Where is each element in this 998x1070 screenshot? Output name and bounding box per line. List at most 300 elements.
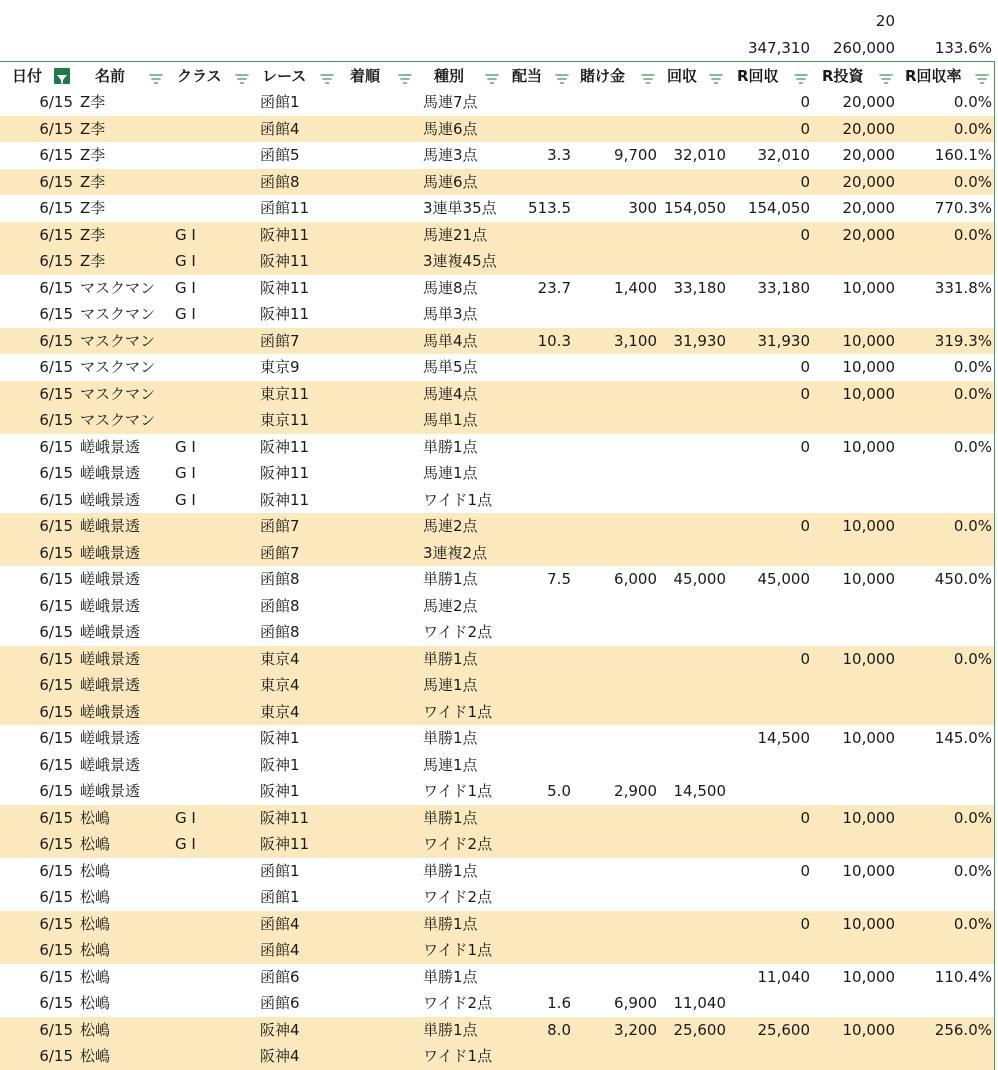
cell-payout[interactable]: [508, 169, 571, 196]
cell-rinv[interactable]: [815, 619, 895, 646]
cell-type[interactable]: 3連複45点: [423, 252, 497, 270]
cell-ret[interactable]: [662, 725, 726, 752]
cell-rrate[interactable]: 770.3%: [934, 199, 992, 217]
cell-payout[interactable]: [508, 646, 571, 673]
cell-rank[interactable]: [345, 619, 417, 646]
cell-rret[interactable]: [730, 778, 810, 805]
cell-ret[interactable]: [662, 699, 726, 726]
column-header-r-inv[interactable]: [815, 62, 900, 90]
cell-bet[interactable]: [576, 301, 657, 328]
cell-rret[interactable]: [730, 990, 810, 1017]
cell-class[interactable]: G I: [175, 808, 196, 827]
cell-name[interactable]: 松嶋: [80, 861, 111, 880]
cell-payout[interactable]: 513.5: [528, 199, 571, 217]
cell-date[interactable]: 6/15: [39, 861, 73, 880]
cell-payout[interactable]: [508, 116, 571, 143]
cell-class[interactable]: [175, 381, 253, 408]
cell-bet[interactable]: [576, 858, 657, 885]
cell-rinv[interactable]: [815, 831, 895, 858]
cell-date[interactable]: 6/15: [39, 570, 73, 588]
cell-payout[interactable]: 3.3: [547, 146, 571, 164]
cell-class[interactable]: [175, 593, 253, 620]
cell-rinv[interactable]: 10,000: [842, 437, 895, 456]
column-header-type[interactable]: [420, 62, 508, 90]
cell-rank[interactable]: [345, 487, 417, 514]
column-header-race[interactable]: [255, 62, 343, 90]
cell-name[interactable]: 松嶋: [80, 994, 111, 1012]
cell-date[interactable]: 6/15: [39, 384, 73, 403]
cell-race[interactable]: 函館6: [260, 994, 300, 1012]
filter-icon[interactable]: [974, 68, 990, 84]
cell-name[interactable]: Z李: [80, 146, 106, 164]
cell-rank[interactable]: [345, 301, 417, 328]
cell-rrate[interactable]: [900, 831, 992, 858]
cell-bet[interactable]: [576, 699, 657, 726]
cell-bet[interactable]: [576, 89, 657, 116]
cell-date[interactable]: 6/15: [39, 967, 73, 986]
cell-bet[interactable]: [576, 619, 657, 646]
cell-name[interactable]: 嵯峨景透: [80, 649, 141, 668]
cell-rret[interactable]: 0: [800, 93, 810, 111]
cell-payout[interactable]: 10.3: [537, 331, 571, 350]
cell-ret[interactable]: 154,050: [663, 199, 726, 217]
cell-class[interactable]: [175, 142, 253, 169]
cell-rinv[interactable]: [815, 487, 895, 514]
cell-bet[interactable]: [576, 964, 657, 991]
cell-ret[interactable]: [662, 911, 726, 938]
cell-name[interactable]: 嵯峨景透: [80, 676, 141, 694]
cell-rinv[interactable]: [815, 937, 895, 964]
cell-rinv[interactable]: [815, 699, 895, 726]
column-header-name[interactable]: [75, 62, 170, 90]
cell-date[interactable]: 6/15: [39, 305, 73, 323]
cell-class[interactable]: [175, 116, 253, 143]
cell-race[interactable]: 函館8: [260, 570, 300, 588]
cell-class[interactable]: [175, 884, 253, 911]
cell-date[interactable]: 6/15: [39, 225, 73, 244]
cell-date[interactable]: 6/15: [39, 331, 73, 350]
cell-bet[interactable]: 2,900: [614, 782, 657, 800]
cell-race[interactable]: 阪神11: [260, 225, 310, 244]
cell-ret[interactable]: [662, 540, 726, 567]
cell-rank[interactable]: [345, 513, 417, 540]
filter-active-icon[interactable]: [54, 68, 70, 84]
cell-rrate[interactable]: 0.0%: [953, 384, 992, 403]
cell-rank[interactable]: [345, 699, 417, 726]
cell-ret[interactable]: 11,040: [673, 994, 726, 1012]
cell-race[interactable]: 函館8: [260, 172, 300, 191]
cell-payout[interactable]: [508, 434, 571, 461]
cell-rrate[interactable]: 319.3%: [934, 331, 992, 350]
cell-rinv[interactable]: 20,000: [842, 225, 895, 244]
cell-type[interactable]: ワイド1点: [423, 941, 493, 959]
cell-rret[interactable]: 14,500: [757, 729, 810, 747]
cell-date[interactable]: 6/15: [39, 437, 73, 456]
cell-rret[interactable]: 0: [800, 384, 810, 403]
cell-class[interactable]: [175, 89, 253, 116]
cell-race[interactable]: 函館1: [260, 93, 300, 111]
cell-rrate[interactable]: 110.4%: [934, 967, 992, 986]
cell-type[interactable]: 馬連2点: [423, 596, 478, 615]
cell-name[interactable]: マスクマン: [80, 358, 156, 376]
cell-rank[interactable]: [345, 752, 417, 779]
cell-type[interactable]: ワイド2点: [423, 994, 493, 1012]
cell-race[interactable]: 函館7: [260, 543, 300, 562]
cell-payout[interactable]: [508, 699, 571, 726]
cell-rret[interactable]: 0: [800, 119, 810, 138]
cell-name[interactable]: 嵯峨景透: [80, 490, 141, 509]
filter-icon[interactable]: [148, 68, 164, 84]
cell-name[interactable]: マスクマン: [80, 411, 156, 429]
cell-class[interactable]: [175, 646, 253, 673]
cell-rinv[interactable]: 10,000: [842, 914, 895, 933]
cell-date[interactable]: 6/15: [39, 358, 73, 376]
cell-race[interactable]: 阪神11: [260, 278, 310, 297]
cell-name[interactable]: 嵯峨景透: [80, 623, 141, 641]
cell-name[interactable]: Z李: [80, 93, 106, 111]
cell-type[interactable]: ワイド2点: [423, 835, 493, 853]
cell-rinv[interactable]: [815, 407, 895, 434]
cell-rret[interactable]: [730, 593, 810, 620]
cell-rrate[interactable]: 0.0%: [953, 225, 992, 244]
cell-rank[interactable]: [345, 195, 417, 222]
cell-payout[interactable]: [508, 884, 571, 911]
cell-class[interactable]: [175, 672, 253, 699]
cell-rinv[interactable]: 10,000: [842, 278, 895, 297]
filter-icon[interactable]: [793, 68, 809, 84]
cell-race[interactable]: 東京4: [260, 676, 300, 694]
cell-race[interactable]: 函館1: [260, 888, 300, 906]
cell-date[interactable]: 6/15: [39, 729, 73, 747]
cell-bet[interactable]: [576, 487, 657, 514]
cell-rret[interactable]: 0: [800, 172, 810, 191]
cell-rret[interactable]: 32,010: [757, 146, 810, 164]
cell-name[interactable]: Z李: [80, 252, 106, 270]
cell-rinv[interactable]: [815, 460, 895, 487]
cell-name[interactable]: 松嶋: [80, 941, 111, 959]
cell-race[interactable]: 阪神1: [260, 782, 300, 800]
cell-ret[interactable]: 32,010: [673, 146, 726, 164]
cell-rrate[interactable]: [900, 540, 992, 567]
cell-payout[interactable]: [508, 222, 571, 249]
filter-icon[interactable]: [484, 68, 500, 84]
cell-date[interactable]: 6/15: [39, 596, 73, 615]
cell-rrate[interactable]: 331.8%: [934, 278, 992, 297]
cell-type[interactable]: ワイド1点: [423, 490, 493, 509]
cell-rret[interactable]: 0: [800, 649, 810, 668]
cell-race[interactable]: 東京4: [260, 649, 300, 668]
cell-payout[interactable]: [508, 381, 571, 408]
cell-rinv[interactable]: [815, 990, 895, 1017]
cell-class[interactable]: [175, 858, 253, 885]
cell-payout[interactable]: [508, 937, 571, 964]
cell-date[interactable]: 6/15: [39, 464, 73, 482]
cell-ret[interactable]: 45,000: [673, 570, 726, 588]
cell-date[interactable]: 6/15: [39, 888, 73, 906]
cell-rinv[interactable]: [815, 540, 895, 567]
filter-icon[interactable]: [234, 68, 250, 84]
column-header-date[interactable]: [0, 62, 75, 90]
cell-payout[interactable]: [508, 831, 571, 858]
cell-date[interactable]: 6/15: [39, 755, 73, 774]
cell-rinv[interactable]: 10,000: [842, 967, 895, 986]
cell-ret[interactable]: [662, 407, 726, 434]
cell-race[interactable]: 東京11: [260, 384, 310, 403]
cell-payout[interactable]: [508, 89, 571, 116]
cell-rinv[interactable]: 20,000: [842, 93, 895, 111]
cell-name[interactable]: マスクマン: [80, 384, 156, 403]
cell-rrate[interactable]: 0.0%: [953, 808, 992, 827]
cell-rank[interactable]: [345, 407, 417, 434]
cell-type[interactable]: 馬連1点: [423, 464, 478, 482]
cell-class[interactable]: [175, 540, 253, 567]
cell-date[interactable]: 6/15: [39, 1020, 73, 1039]
cell-race[interactable]: 函館11: [260, 199, 310, 217]
cell-bet[interactable]: [576, 937, 657, 964]
cell-ret[interactable]: [662, 831, 726, 858]
cell-class[interactable]: [175, 328, 253, 355]
cell-race[interactable]: 函館8: [260, 623, 300, 641]
cell-rinv[interactable]: 10,000: [842, 358, 895, 376]
cell-race[interactable]: 東京9: [260, 358, 300, 376]
column-header-bet[interactable]: [576, 62, 662, 90]
cell-date[interactable]: 6/15: [39, 93, 73, 111]
cell-name[interactable]: 松嶋: [80, 888, 111, 906]
cell-type[interactable]: 馬連8点: [423, 278, 478, 297]
filter-icon[interactable]: [397, 68, 413, 84]
column-header-r-ret[interactable]: [730, 62, 815, 90]
cell-date[interactable]: 6/15: [39, 119, 73, 138]
cell-class[interactable]: [175, 778, 253, 805]
cell-payout[interactable]: 23.7: [537, 278, 571, 297]
cell-race[interactable]: 阪神1: [260, 755, 300, 774]
cell-rret[interactable]: [730, 407, 810, 434]
cell-bet[interactable]: [576, 911, 657, 938]
column-header-ret[interactable]: [662, 62, 730, 90]
cell-name[interactable]: 嵯峨景透: [80, 570, 141, 588]
cell-date[interactable]: 6/15: [39, 252, 73, 270]
cell-payout[interactable]: 7.5: [547, 570, 571, 588]
cell-type[interactable]: 単勝1点: [423, 570, 478, 588]
cell-class[interactable]: [175, 1017, 253, 1044]
cell-race[interactable]: 阪神11: [260, 490, 310, 509]
cell-ret[interactable]: [662, 116, 726, 143]
cell-name[interactable]: 松嶋: [80, 808, 111, 827]
cell-rinv[interactable]: 20,000: [842, 119, 895, 138]
cell-type[interactable]: 単勝1点: [423, 437, 478, 456]
cell-rrate[interactable]: [900, 884, 992, 911]
cell-rank[interactable]: [345, 593, 417, 620]
cell-rrate[interactable]: 0.0%: [953, 914, 992, 933]
cell-rret[interactable]: [730, 884, 810, 911]
cell-rret[interactable]: [730, 831, 810, 858]
cell-class[interactable]: [175, 513, 253, 540]
cell-rrate[interactable]: [900, 672, 992, 699]
cell-race[interactable]: 阪神11: [260, 305, 310, 323]
cell-rrate[interactable]: 0.0%: [953, 119, 992, 138]
cell-rret[interactable]: 31,930: [757, 331, 810, 350]
cell-payout[interactable]: [508, 487, 571, 514]
cell-date[interactable]: 6/15: [39, 676, 73, 694]
cell-class[interactable]: [175, 990, 253, 1017]
cell-bet[interactable]: [576, 354, 657, 381]
cell-bet[interactable]: 1,400: [614, 278, 657, 297]
cell-payout[interactable]: [508, 301, 571, 328]
cell-rrate[interactable]: [900, 593, 992, 620]
cell-rret[interactable]: 45,000: [757, 570, 810, 588]
cell-type[interactable]: 単勝1点: [423, 914, 478, 933]
cell-type[interactable]: 単勝1点: [423, 808, 478, 827]
cell-bet[interactable]: [576, 381, 657, 408]
cell-rret[interactable]: [730, 487, 810, 514]
cell-bet[interactable]: [576, 540, 657, 567]
cell-rank[interactable]: [345, 1017, 417, 1044]
cell-class[interactable]: [175, 911, 253, 938]
cell-rinv[interactable]: 20,000: [842, 199, 895, 217]
cell-rank[interactable]: [345, 222, 417, 249]
cell-rank[interactable]: [345, 884, 417, 911]
cell-date[interactable]: 6/15: [39, 914, 73, 933]
cell-rinv[interactable]: 10,000: [842, 729, 895, 747]
cell-ret[interactable]: [662, 619, 726, 646]
cell-race[interactable]: 阪神11: [260, 835, 310, 853]
cell-ret[interactable]: [662, 487, 726, 514]
cell-rret[interactable]: 0: [800, 517, 810, 535]
cell-type[interactable]: 単勝1点: [423, 649, 478, 668]
cell-payout[interactable]: [508, 540, 571, 567]
cell-rank[interactable]: [345, 937, 417, 964]
cell-type[interactable]: ワイド2点: [423, 888, 493, 906]
cell-type[interactable]: 単勝1点: [423, 1020, 478, 1039]
cell-bet[interactable]: [576, 725, 657, 752]
cell-bet[interactable]: [576, 884, 657, 911]
cell-date[interactable]: 6/15: [39, 411, 73, 429]
cell-rret[interactable]: [730, 937, 810, 964]
cell-payout[interactable]: [508, 964, 571, 991]
column-header-rank[interactable]: [343, 62, 420, 90]
cell-rank[interactable]: [345, 805, 417, 832]
cell-rinv[interactable]: 10,000: [842, 649, 895, 668]
cell-date[interactable]: 6/15: [39, 702, 73, 721]
cell-date[interactable]: 6/15: [39, 517, 73, 535]
cell-race[interactable]: 函館7: [260, 331, 300, 350]
cell-ret[interactable]: [662, 513, 726, 540]
cell-name[interactable]: 松嶋: [80, 1047, 111, 1065]
cell-payout[interactable]: [508, 513, 571, 540]
cell-class[interactable]: G I: [175, 835, 196, 853]
cell-ret[interactable]: [662, 434, 726, 461]
summary-count-cell[interactable]: 20: [875, 12, 895, 30]
cell-payout[interactable]: [508, 672, 571, 699]
cell-rrate[interactable]: [900, 778, 992, 805]
cell-rinv[interactable]: 10,000: [842, 808, 895, 827]
cell-race[interactable]: 阪神1: [260, 729, 300, 747]
cell-rret[interactable]: [730, 460, 810, 487]
cell-race[interactable]: 函館4: [260, 119, 300, 138]
cell-class[interactable]: G I: [175, 225, 196, 244]
cell-bet[interactable]: 3,200: [614, 1020, 657, 1039]
cell-rinv[interactable]: [815, 672, 895, 699]
cell-name[interactable]: 嵯峨景透: [80, 464, 141, 482]
cell-name[interactable]: 嵯峨景透: [80, 517, 141, 535]
cell-date[interactable]: 6/15: [39, 490, 73, 509]
cell-ret[interactable]: [662, 752, 726, 779]
cell-rinv[interactable]: [815, 301, 895, 328]
cell-rrate[interactable]: [900, 990, 992, 1017]
cell-name[interactable]: マスクマン: [80, 278, 156, 297]
cell-rank[interactable]: [345, 540, 417, 567]
cell-name[interactable]: 松嶋: [80, 967, 111, 986]
cell-name[interactable]: 嵯峨景透: [80, 729, 141, 747]
cell-rrate[interactable]: 0.0%: [953, 172, 992, 191]
cell-rrate[interactable]: 256.0%: [934, 1020, 992, 1039]
cell-class[interactable]: [175, 407, 253, 434]
cell-rinv[interactable]: 10,000: [842, 861, 895, 880]
cell-ret[interactable]: [662, 593, 726, 620]
cell-rrate[interactable]: 160.1%: [934, 146, 992, 164]
cell-race[interactable]: 阪神11: [260, 437, 310, 456]
cell-bet[interactable]: [576, 116, 657, 143]
cell-type[interactable]: 馬連3点: [423, 146, 478, 164]
cell-rret[interactable]: 0: [800, 861, 810, 880]
cell-date[interactable]: 6/15: [39, 146, 73, 164]
cell-rrate[interactable]: 0.0%: [953, 358, 992, 376]
cell-name[interactable]: 嵯峨景透: [80, 782, 141, 800]
cell-rrate[interactable]: 0.0%: [953, 517, 992, 535]
cell-class[interactable]: [175, 566, 253, 593]
cell-ret[interactable]: [662, 354, 726, 381]
cell-name[interactable]: マスクマン: [80, 305, 156, 323]
cell-race[interactable]: 東京11: [260, 411, 310, 429]
cell-date[interactable]: 6/15: [39, 199, 73, 217]
cell-ret[interactable]: 31,930: [673, 331, 726, 350]
cell-rret[interactable]: [730, 540, 810, 567]
cell-payout[interactable]: [508, 460, 571, 487]
cell-name[interactable]: Z李: [80, 119, 106, 138]
cell-bet[interactable]: [576, 805, 657, 832]
cell-class[interactable]: [175, 725, 253, 752]
cell-date[interactable]: 6/15: [39, 278, 73, 297]
cell-rrate[interactable]: [900, 301, 992, 328]
cell-bet[interactable]: 3,100: [614, 331, 657, 350]
cell-bet[interactable]: 9,700: [614, 146, 657, 164]
cell-rank[interactable]: [345, 275, 417, 302]
cell-race[interactable]: 函館1: [260, 861, 300, 880]
cell-rank[interactable]: [345, 381, 417, 408]
cell-ret[interactable]: [662, 964, 726, 991]
cell-rret[interactable]: 0: [800, 437, 810, 456]
summary-total-kaishu[interactable]: 347,310: [747, 39, 810, 57]
cell-class[interactable]: [175, 619, 253, 646]
cell-rank[interactable]: [345, 460, 417, 487]
cell-rank[interactable]: [345, 990, 417, 1017]
cell-ret[interactable]: [662, 222, 726, 249]
cell-rinv[interactable]: 10,000: [842, 1020, 895, 1039]
cell-class[interactable]: [175, 964, 253, 991]
cell-rrate[interactable]: [900, 460, 992, 487]
cell-rank[interactable]: [345, 116, 417, 143]
cell-bet[interactable]: [576, 460, 657, 487]
cell-rank[interactable]: [345, 646, 417, 673]
cell-rrate[interactable]: 0.0%: [953, 93, 992, 111]
cell-race[interactable]: 函館5: [260, 146, 300, 164]
summary-total-r-toshi[interactable]: 260,000: [832, 39, 895, 57]
cell-type[interactable]: 馬単1点: [423, 411, 478, 429]
cell-ret[interactable]: [662, 805, 726, 832]
cell-ret[interactable]: [662, 460, 726, 487]
filter-icon[interactable]: [554, 68, 570, 84]
cell-rrate[interactable]: 450.0%: [934, 570, 992, 588]
